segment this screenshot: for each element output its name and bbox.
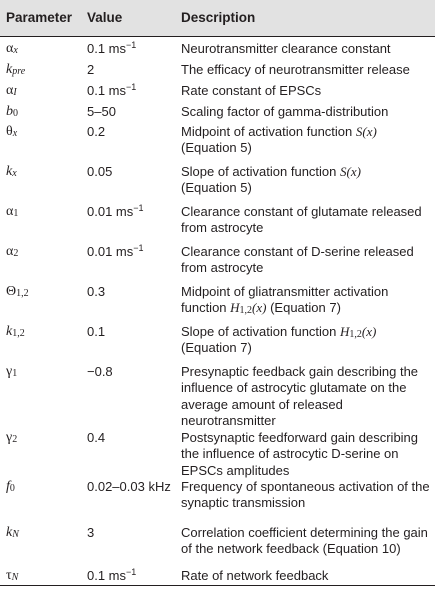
parameter-value: 0.1 $ms^{-1}$ <box>87 40 137 56</box>
parameter-description: Rate of network feedback <box>181 568 329 583</box>
parameter-description: Frequency of spontaneous activation of the <box>181 479 430 494</box>
parameter-symbol: $\gamma_2$ <box>6 430 18 445</box>
parameter-description: Slope of activation function S(x) <box>181 164 361 179</box>
parameter-description: function $H_{1,2}(x)$ (Equation 7) <box>181 300 341 317</box>
header-value: Value <box>87 10 123 25</box>
parameter-description: Midpoint of gliatransmitter activation <box>181 284 389 299</box>
parameter-value: 2 <box>87 62 95 77</box>
parameter-description: Slope of activation function $H_{1,2}(x)$ <box>181 324 377 340</box>
bottom-rule <box>0 585 435 586</box>
parameter-symbol: $\alpha_x$ <box>6 41 18 56</box>
parameter-description: from astrocyte <box>181 260 264 276</box>
parameter-value: 0.01 $ms^{-1}$ <box>87 203 144 219</box>
parameter-value: 0.3 <box>87 284 106 299</box>
parameter-description: EPSCs amplitudes <box>181 462 290 478</box>
parameter-value: 3 <box>87 525 95 540</box>
header-rule <box>0 36 435 37</box>
parameter-description: Scaling factor of gamma-distribution <box>181 104 389 119</box>
parameter-symbol: $b_0$ <box>6 104 18 119</box>
math-expression: $H_{1,2}(x)$ <box>230 300 267 317</box>
parameter-symbol: $\alpha_2$ <box>6 244 19 259</box>
parameter-description: average amount of released <box>181 396 343 412</box>
parameter-description: of the network feedback (Equation 10) <box>181 541 401 557</box>
parameter-symbol: $\tau_N$ <box>6 568 19 583</box>
parameter-symbol: $f_0$ <box>6 479 15 494</box>
parameter-description: influence of astrocytic glutamate on the <box>181 380 407 396</box>
parameter-value: 0.1 $ms^{-1}$ <box>87 567 137 583</box>
parameter-description: Neurotransmitter clearance constant <box>181 41 391 56</box>
parameter-symbol: $k_{1,2}$ <box>6 324 25 339</box>
parameter-value: 0.05 <box>87 164 113 179</box>
parameter-symbol: $\alpha_I$ <box>6 83 17 98</box>
parameter-description: (Equation 5) <box>181 140 252 156</box>
header-parameter: Parameter <box>6 10 73 25</box>
parameter-value: 0.1 <box>87 324 106 339</box>
parameter-value: 0.1 $ms^{-1}$ <box>87 82 137 98</box>
parameter-symbol: $k_{pre}$ <box>6 62 26 77</box>
parameter-symbol: $\alpha_1$ <box>6 204 19 219</box>
parameter-description: Midpoint of activation function S(x) <box>181 124 377 139</box>
parameter-description: Correlation coefficient determining the gain <box>181 525 428 540</box>
parameter-symbol: $\gamma_1$ <box>6 364 18 379</box>
parameter-description: Presynaptic feedback gain describing the <box>181 364 419 379</box>
parameter-value: 0.02–0.03 kHz <box>87 479 171 494</box>
header-description: Description <box>181 10 256 25</box>
parameter-symbol: $\theta_x$ <box>6 124 18 139</box>
parameter-description: synaptic transmission <box>181 495 306 511</box>
math-expression: $H_{1,2}(x)$ <box>340 324 377 340</box>
parameter-description: neurotransmitter <box>181 413 276 429</box>
parameter-symbol: $k_N$ <box>6 525 19 540</box>
math-expression: S(x) <box>355 124 377 139</box>
parameter-symbol: $\Theta_{1,2}$ <box>6 284 29 299</box>
parameter-value: 0.2 <box>87 124 106 139</box>
parameter-description: (Equation 5) <box>181 180 252 196</box>
parameter-value: −0.8 <box>87 364 113 379</box>
parameter-description: (Equation 7) <box>181 340 252 356</box>
parameter-description: Rate constant of EPSCs <box>181 83 322 98</box>
math-expression: S(x) <box>340 164 361 179</box>
parameter-description: from astrocyte <box>181 220 264 236</box>
parameter-value: 0.4 <box>87 430 106 445</box>
parameter-description: Clearance constant of D-serine released <box>181 244 414 259</box>
parameter-description: The efficacy of neurotransmitter release <box>181 62 410 77</box>
parameter-description: Postsynaptic feedforward gain describing <box>181 430 419 445</box>
parameter-value: 5–50 <box>87 104 116 119</box>
parameter-description: Clearance constant of glutamate released <box>181 204 422 219</box>
parameter-symbol: $k_x$ <box>6 164 17 179</box>
parameter-description: the influence of astrocytic D-serine on <box>181 446 399 462</box>
parameter-value: 0.01 $ms^{-1}$ <box>87 243 144 259</box>
